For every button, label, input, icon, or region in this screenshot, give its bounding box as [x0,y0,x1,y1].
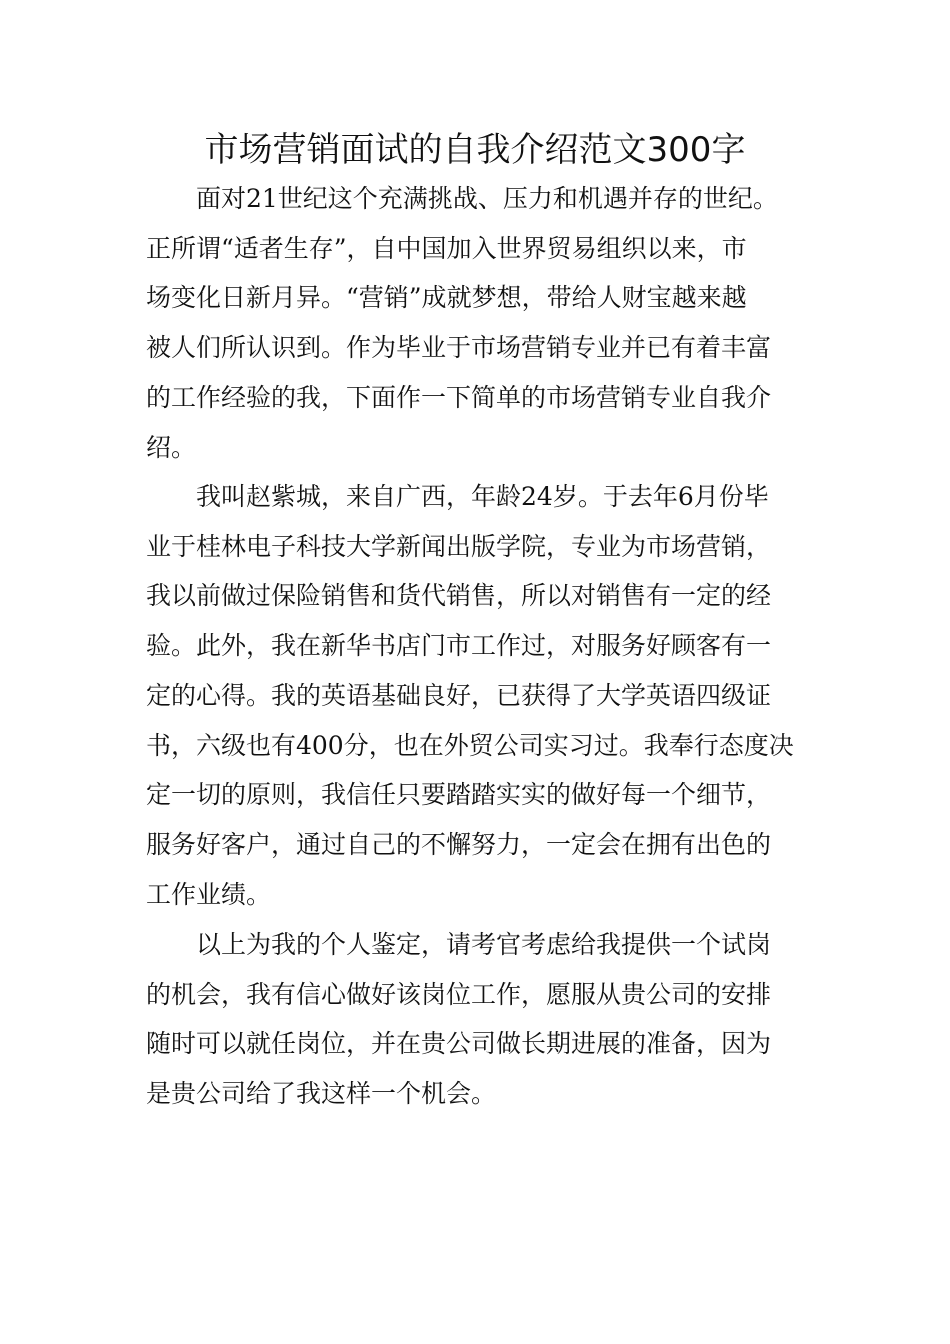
paragraph-line: 书，六级也有400分，也在外贸公司实习过。我奉行态度决 [146,730,794,760]
paragraph-line: 面对21世纪这个充满挑战、压力和机遇并存的世纪。 [146,184,778,213]
paragraph-line: 以上为我的个人鉴定，请考官考虑给我提供一个试岗 [146,930,772,959]
paragraph-closing [146,920,806,1119]
paragraph-line: 被人们所认识到。作为毕业于市场营销专业并已有着丰富 [146,333,772,363]
paragraph-line: 绍。 [146,432,197,462]
paragraph-line: 场变化日新月异。“营销”成就梦想，带给人财宝越来越 [146,283,747,313]
paragraph-line: 的工作经验的我，下面作一下简单的市场营销专业自我介 [146,382,772,412]
paragraph-line: 验。此外，我在新华书店门市工作过，对服务好顾客有一 [146,631,772,661]
paragraph-line: 工作业绩。 [146,879,272,909]
paragraph-background [146,472,806,919]
paragraph-line: 随时可以就任岗位，并在贵公司做长期进展的准备，因为 [146,1029,772,1059]
paragraph-line: 我以前做过保险销售和货代销售，所以对销售有一定的经 [146,581,772,611]
paragraph-intro [146,174,806,472]
paragraph-line: 定一切的原则，我信任只要踏踏实实的做好每一个细节， [146,780,772,810]
paragraph-line: 服务好客户，通过自己的不懈努力，一定会在拥有出色的 [146,829,772,859]
paragraph-line: 我叫赵紫城，来自广西，年龄24岁。于去年6月份毕 [146,482,769,511]
paragraph-line: 正所谓“适者生存”，自中国加入世界贸易组织以来，市 [146,233,747,263]
paragraph-line: 的机会，我有信心做好该岗位工作，愿服从贵公司的安排 [146,979,772,1009]
paragraph-line: 定的心得。我的英语基础良好，已获得了大学英语四级证 [146,680,772,710]
document-title: 市场营销面试的自我介绍范文300字 [204,130,746,170]
paragraph-line: 是贵公司给了我这样一个机会。 [146,1079,497,1109]
paragraph-line: 业于桂林电子科技大学新闻出版学院，专业为市场营销， [146,531,772,561]
